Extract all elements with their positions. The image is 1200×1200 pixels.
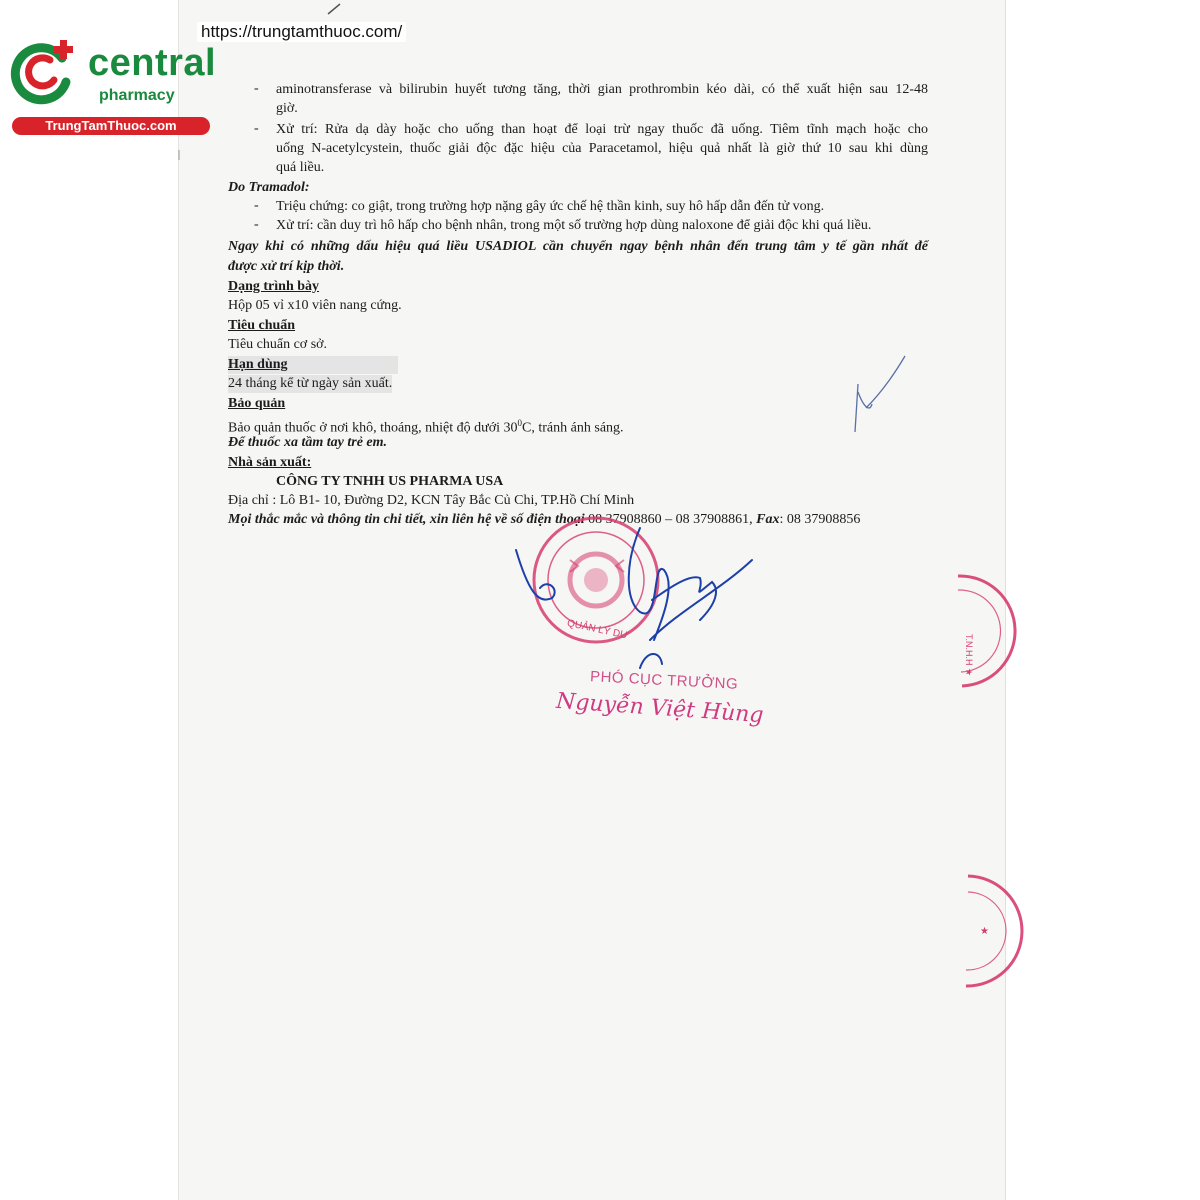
- manufacturer-name: CÔNG TY TNHH US PHARMA USA: [276, 474, 504, 489]
- scan-mark: [328, 4, 340, 14]
- signer-name-stamp: Nguyễn Việt Hùng: [555, 688, 765, 729]
- paracetamol-treatment-line-3: quá liều.: [276, 160, 325, 175]
- storage-heading: Bảo quản: [228, 396, 286, 411]
- standard-text: Tiêu chuẩn cơ sở.: [228, 337, 328, 352]
- seal-text: QUẢN LÝ DƯ: [566, 617, 630, 642]
- paracetamol-continued-line-2: giờ.: [276, 101, 298, 116]
- contact-phones: 08 37908860 – 08 37908861,: [584, 512, 757, 527]
- svg-text:T.N.H.H ★: T.N.H.H ★: [964, 634, 974, 677]
- storage-text-main: Bảo quản thuốc ở nơi khô, thoáng, nhiệt độ dưới 30: [228, 420, 518, 436]
- expiry-heading: Hạn dùng: [228, 356, 398, 374]
- bullet-dash: -: [254, 217, 259, 232]
- paracetamol-continued-line-1: aminotransferase và bilirubin huyết tương tăng, thời gian prothrombin kéo dài, có thể xuất hiện sau 12-48: [276, 82, 928, 97]
- children-warning: Để thuốc xa tầm tay trẻ em.: [228, 435, 388, 450]
- tramadol-treatment: Xử trí: cần duy trì hô hấp cho bệnh nhân, trong một số trường hợp dùng naloxone để giải độc khi quá liều.: [276, 218, 872, 233]
- tramadol-symptoms: Triệu chứng: co giật, trong trường hợp nặng gây ức chế hệ thần kinh, suy hô hấp dẫn đến tử vong.: [276, 199, 825, 214]
- packaging-text: Hộp 05 vỉ x10 viên nang cứng.: [228, 298, 402, 313]
- signer-title-stamp: PHÓ CỤC TRƯỞNG: [589, 668, 739, 693]
- overdose-warning-line-2: được xử trí kịp thời.: [228, 259, 345, 274]
- margin-seal-lower: [966, 876, 1022, 986]
- official-seal: [534, 518, 658, 642]
- logo-banner: TrungTamThuoc.com: [12, 117, 210, 135]
- fax-number: : 08 37908856: [779, 512, 861, 527]
- logo-name: central: [88, 42, 217, 84]
- margin-seal-upper: [958, 576, 1015, 686]
- packaging-heading: Dạng trình bày: [228, 279, 320, 294]
- standard-heading: Tiêu chuẩn: [228, 318, 296, 333]
- svg-text:★: ★: [980, 926, 989, 937]
- paracetamol-treatment-line-2: uống N-acetylcystein, thuốc giải độc đặc hiệu của Paracetamol, hiệu quả nhất là giờ thứ 10 sau khi dùng: [276, 141, 928, 156]
- paracetamol-treatment-line-1: Xử trí: Rửa dạ dày hoặc cho uống than hoạt để loại trừ ngay thuốc đã uống. Tiêm tĩnh mạch hoặc cho: [276, 122, 928, 137]
- site-url[interactable]: https://trungtamthuoc.com/: [197, 22, 406, 42]
- logo-subtitle: pharmacy: [99, 87, 175, 104]
- bullet-dash: -: [254, 81, 259, 96]
- contact-label: Mọi thắc mắc và thông tin chi tiết, xin liên hệ về số điện thoại: [228, 512, 585, 527]
- expiry-text: 24 tháng kể từ ngày sản xuất.: [228, 376, 393, 391]
- margin-initials-signature: [855, 356, 905, 432]
- director-signature: [516, 528, 752, 668]
- bullet-dash: -: [254, 121, 259, 136]
- degree-superscript: 0: [517, 418, 523, 428]
- overdose-warning-line-1: Ngay khi có những dấu hiệu quá liều USADIOL cần chuyển ngay bệnh nhân đến trung tâm y tế gần nhất để: [228, 239, 928, 254]
- manufacturer-heading: Nhà sản xuất:: [228, 455, 312, 470]
- fax-label: Fax: [756, 512, 780, 527]
- tramadol-heading: Do Tramadol:: [228, 180, 310, 195]
- manufacturer-address: Địa chỉ : Lô B1- 10, Đường D2, KCN Tây Bắc Củ Chi, TP.Hồ Chí Minh: [228, 493, 635, 508]
- bullet-dash: -: [254, 198, 259, 213]
- storage-text-end: C, tránh ánh sáng.: [522, 420, 624, 436]
